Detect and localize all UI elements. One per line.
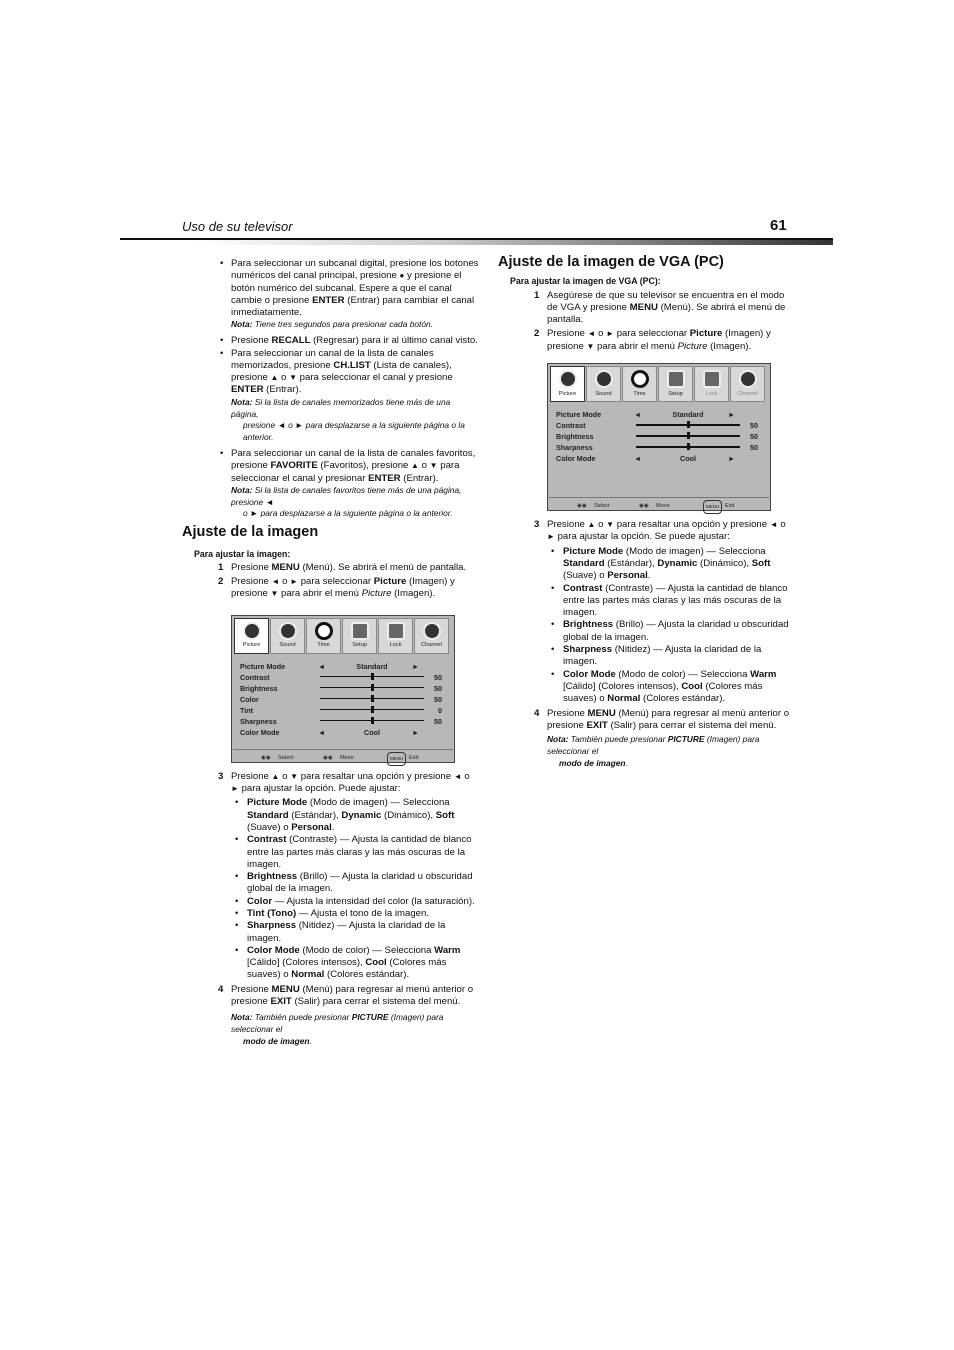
- list-item: • Sharpness (Nitidez) — Ajusta la claridad de la imagen.: [233, 920, 480, 945]
- arrow-right-icon: ►: [728, 454, 736, 464]
- camera-icon: [243, 622, 261, 640]
- osd-slider-value: 0: [438, 705, 442, 715]
- osd-tab-sound: [270, 618, 305, 654]
- step: 4 Presione MENU (Menú) para regresar al menú anterior o presione EXIT (Salir) para cerrar el sistema del menú.: [218, 983, 474, 1008]
- osd-tab-label: Channel: [737, 390, 758, 397]
- osd-tab-label: Setup: [352, 642, 367, 649]
- step: 2 Presione ◄ o ► para seleccionar Picture (Imagen) y presione ▼ para abrir el menú Picture (Imagen).: [218, 576, 455, 600]
- osd-select-value: Cool: [680, 454, 696, 464]
- osd-row-label: Brightness: [556, 432, 594, 442]
- vga-picture-menu-screenshot: [547, 363, 771, 511]
- osd-row: [554, 441, 764, 452]
- note: Nota: También puede presionar PICTURE (Imagen) para seleccionar elmodo de imagen.: [547, 734, 760, 768]
- osd-tab-label: Time: [317, 642, 330, 649]
- note: Nota: Si la lista de canales favoritos tiene más de una página, presione ◄ o ► para desplazarse a la siguiente página o la anterior.: [231, 484, 462, 519]
- osd-settings-list: [238, 660, 448, 737]
- list-item: • Presione RECALL (Regresar) para ir al último canal visto.: [219, 335, 480, 347]
- osd-select-value: Standard: [672, 410, 704, 420]
- osd-footer-exit: Exit: [409, 754, 419, 761]
- wrench-icon: [351, 622, 369, 640]
- list-item: • Brightness (Brillo) — Ajusta la claridad u obscuridad global de la imagen.: [233, 871, 480, 896]
- osd-tab-label: Sound: [279, 642, 296, 649]
- section-heading: Ajuste de la imagen: [182, 524, 319, 541]
- osd-row-label: Sharpness: [556, 443, 593, 453]
- osd-slider-knob: [371, 684, 374, 691]
- headphones-icon: [595, 370, 613, 388]
- osd-slider-value: 50: [750, 443, 758, 453]
- osd-slider-knob: [687, 443, 690, 450]
- osd-row: [238, 704, 448, 715]
- osd-slider-value: 50: [750, 432, 758, 442]
- osd-row-label: Color Mode: [240, 727, 280, 737]
- subheading: Para ajustar la imagen:: [194, 548, 291, 559]
- list-item: • Tint (Tono) — Ajusta el tono de la imagen.: [233, 908, 480, 920]
- list-item: • Picture Mode (Modo de imagen) — Selecciona Standard (Estándar), Dynamic (Dinámico), Soft (Suave) o Personal.: [233, 797, 480, 834]
- osd-tab-label: Setup: [668, 390, 683, 397]
- osd-footer-exit: Exit: [725, 503, 735, 510]
- osd-settings-list: [554, 408, 764, 463]
- osd-footer-move: Move: [340, 754, 354, 761]
- menu-key-icon: MENU: [387, 752, 406, 766]
- list-item: • Picture Mode (Modo de imagen) — Selecciona Standard (Estándar), Dynamic (Dinámico), Soft (Suave) o Personal.: [549, 546, 794, 583]
- right-column: [498, 256, 794, 774]
- osd-slider-knob: [687, 432, 690, 439]
- arrow-left-icon: ◄: [318, 661, 326, 671]
- list-item: • Para seleccionar un canal de la lista de canales memorizados, presione CH.LIST (Lista de canales), presione ▲ o ▼ para seleccionar el canal y presione ENTER (Entrar).: [219, 348, 480, 397]
- section-heading: Ajuste de la imagen de VGA (PC): [498, 254, 724, 270]
- osd-slider-value: 50: [750, 421, 758, 431]
- osd-footer: [233, 749, 453, 761]
- left-column: [182, 258, 480, 1052]
- list-item: • Color Mode (Modo de color) — Selecciona Warm [Cálido] (Colores intensos), Cool (Colores más suaves) o Normal (Colores estándar).: [233, 945, 480, 982]
- osd-row: [238, 682, 448, 693]
- osd-tab-picture: [234, 618, 269, 654]
- osd-slider-value: 50: [434, 672, 442, 682]
- picture-menu-screenshot: [231, 615, 455, 763]
- osd-tab-label: Lock: [705, 390, 718, 397]
- list-item: • Color — Ajusta la intensidad del color (la saturación).: [233, 896, 480, 908]
- list-item: • Contrast (Contraste) — Ajusta la cantidad de blanco entre las partes más claras y las más oscuras de la imagen.: [549, 583, 794, 620]
- osd-tab-label: Lock: [389, 642, 402, 649]
- note: Nota: Si la lista de canales memorizados tiene más de una página, presione ◄ o ► para desplazarse a la siguiente página o la anterior.: [231, 396, 465, 443]
- osd-row: [554, 452, 764, 463]
- osd-slider-knob: [371, 717, 374, 724]
- osd-tab-setup: [658, 366, 693, 402]
- osd-row-label: Brightness: [240, 683, 278, 693]
- osd-row: [238, 715, 448, 726]
- osd-row: [554, 419, 764, 430]
- satellite-dish-icon: [739, 370, 757, 388]
- osd-row-label: Picture Mode: [556, 410, 602, 420]
- osd-tab-bar: [234, 618, 449, 654]
- page-number: 61: [770, 217, 787, 234]
- osd-tab-channel: [414, 618, 449, 654]
- updown-keys-icon: ◉◉: [577, 503, 587, 510]
- arrow-right-icon: ►: [412, 661, 420, 671]
- osd-tab-label: Picture: [558, 390, 577, 397]
- note: Nota: También puede presionar PICTURE (Imagen) para seleccionar elmodo de imagen.: [231, 1012, 444, 1046]
- list-item: • Brightness (Brillo) — Ajusta la claridad u obscuridad global de la imagen.: [549, 619, 794, 644]
- leftright-keys-icon: ◉◉: [639, 503, 649, 510]
- step: 1 Asegúrese de que su televisor se encuentra en el modo de VGA y presione MENU (Menú). Se abrirá el menú de pantalla.: [534, 289, 786, 326]
- list-item: • Contrast (Contraste) — Ajusta la cantidad de blanco entre las partes más claras y las más oscuras de la imagen.: [233, 834, 480, 871]
- step: 3 Presione ▲ o ▼ para resaltar una opción y presione ◄ o ► para ajustar la opción. Se puede ajustar:: [534, 519, 786, 543]
- osd-slider-knob: [371, 706, 374, 713]
- list-item: • Para seleccionar un canal de la lista de canales favoritos, presione FAVORITE (Favoritos), presione ▲ o ▼ para seleccionar el canal y presionar ENTER (Entrar).: [219, 448, 480, 485]
- arrow-left-icon: ◄: [318, 727, 326, 737]
- osd-row-label: Color Mode: [556, 454, 596, 464]
- osd-row: [238, 693, 448, 704]
- osd-tab-picture: [550, 366, 585, 402]
- osd-slider-value: 50: [434, 683, 442, 693]
- osd-slider-knob: [687, 421, 690, 428]
- arrow-left-icon: ◄: [634, 454, 642, 464]
- osd-tab-label: Time: [633, 390, 646, 397]
- osd-select-value: Standard: [356, 661, 388, 671]
- osd-row-label: Sharpness: [240, 716, 277, 726]
- leftright-keys-icon: ◉◉: [323, 754, 333, 761]
- osd-tab-lock: [378, 618, 413, 654]
- osd-footer-select: Select: [594, 503, 610, 510]
- satellite-dish-icon: [423, 622, 441, 640]
- osd-footer-select: Select: [278, 754, 294, 761]
- camera-icon: [559, 370, 577, 388]
- osd-row-label: Contrast: [556, 421, 586, 431]
- osd-tab-label: Picture: [242, 642, 261, 649]
- osd-tab-sound: [586, 366, 621, 402]
- arrow-left-icon: ◄: [634, 410, 642, 420]
- osd-row: [554, 408, 764, 419]
- note: Nota: Tiene tres segundos para presionar cada botón.: [231, 319, 433, 330]
- osd-tab-lock: [694, 366, 729, 402]
- osd-tab-setup: [342, 618, 377, 654]
- step: 2 Presione ◄ o ► para seleccionar Picture (Imagen) y presione ▼ para abrir el menú Picture (Imagen).: [534, 328, 771, 352]
- osd-row: [238, 671, 448, 682]
- list-item: • Para seleccionar un subcanal digital, presione los botones numéricos del canal principal, presione ● y presione el botón numérico del subcanal. Espere a que el canal cambie o presione ENTER (Entrar) para cambiar el canal inmediatamente.: [219, 258, 480, 319]
- osd-tab-label: Sound: [595, 390, 612, 397]
- osd-row: [238, 726, 448, 737]
- osd-tab-channel: [730, 366, 765, 402]
- header-rule: [120, 238, 833, 245]
- arrow-right-icon: ►: [728, 410, 736, 420]
- headphones-icon: [279, 622, 297, 640]
- lock-icon: [387, 622, 405, 640]
- osd-footer: [549, 497, 769, 509]
- osd-tab-bar: [550, 366, 765, 402]
- osd-row: [238, 660, 448, 671]
- osd-row-label: Tint: [240, 705, 254, 715]
- lock-icon: [703, 370, 721, 388]
- arrow-right-icon: ►: [412, 727, 420, 737]
- osd-tab-time: [306, 618, 341, 654]
- subheading: Para ajustar la imagen de VGA (PC):: [510, 276, 661, 287]
- list-item: • Color Mode (Modo de color) — Selecciona Warm [Cálido] (Colores intensos), Cool (Colores más suaves) o Normal (Colores estándar).: [549, 669, 794, 706]
- osd-row: [554, 430, 764, 441]
- osd-tab-time: [622, 366, 657, 402]
- osd-slider-knob: [371, 673, 374, 680]
- step: 4 Presione MENU (Menú) para regresar al menú anterior o presione EXIT (Salir) para cerrar el sistema del menú.: [534, 707, 790, 731]
- step: 1 Presione MENU (Menú). Se abrirá el menú de pantalla.: [218, 561, 467, 573]
- osd-row-label: Picture Mode: [240, 661, 286, 671]
- osd-footer-move: Move: [656, 503, 670, 510]
- osd-tab-label: Channel: [421, 642, 442, 649]
- osd-row-label: Contrast: [240, 672, 270, 682]
- clock-icon: [631, 370, 649, 388]
- osd-select-value: Cool: [364, 727, 380, 737]
- osd-slider-value: 50: [434, 694, 442, 704]
- wrench-icon: [667, 370, 685, 388]
- menu-key-icon: MENU: [703, 500, 722, 514]
- osd-row-label: Color: [240, 694, 259, 704]
- list-item: • Sharpness (Nitidez) — Ajusta la claridad de la imagen.: [549, 644, 794, 669]
- updown-keys-icon: ◉◉: [261, 754, 271, 761]
- clock-icon: [315, 622, 333, 640]
- step: 3 Presione ▲ o ▼ para resaltar una opción y presione ◄ o ► para ajustar la opción. Puede ajustar:: [218, 770, 470, 795]
- osd-slider-knob: [371, 695, 374, 702]
- osd-slider-value: 50: [434, 716, 442, 726]
- header-section-title: Uso de su televisor: [182, 219, 293, 234]
